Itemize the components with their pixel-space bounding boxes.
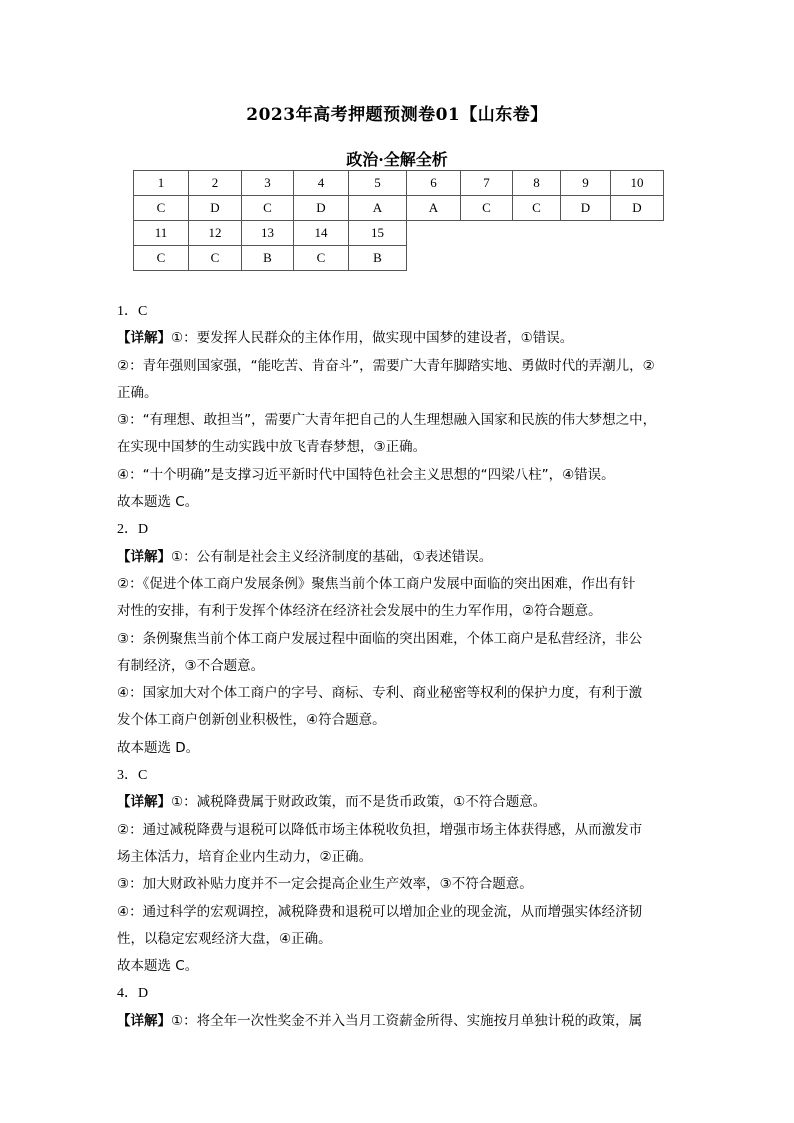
table-cell-number: 8 [513, 171, 561, 196]
question-number: 3．C [117, 768, 148, 784]
explanation-line: ②：通过减税降费与退税可以降低市场主体税收负担，增强市场主体获得感，从而激发市 [117, 821, 643, 838]
table-cell-number: 11 [134, 221, 189, 246]
explanation-line: ②：青年强则国家强，“能吃苦、肯奋斗”，需要广大青年脚踏实地、勇做时代的弄潮儿，② [117, 357, 655, 374]
table-cell-number: 3 [242, 171, 294, 196]
conclusion-line: 故本题选 C。 [117, 494, 199, 511]
table-empty-area [407, 246, 664, 271]
question-number: 2．D [117, 522, 149, 538]
conclusion-line: 故本题选 D。 [117, 739, 200, 756]
table-cell-answer: C [189, 246, 242, 271]
table-cell-number: 1 [134, 171, 189, 196]
explanation-line: ④：通过科学的宏观调控，减税降费和退税可以增加企业的现金流，从而增强实体经济韧 [117, 903, 643, 920]
explanation-line: 对性的安排，有利于发挥个体经济在经济社会发展中的生力军作用，②符合题意。 [117, 603, 602, 620]
explanation-line: ③：“有理想、敢担当”，需要广大青年把自己的人生理想融入国家和民族的伟大梦想之中， [117, 412, 657, 429]
explanation-line: 发个体工商户创新创业积极性，④符合题意。 [117, 712, 386, 729]
explanation-line: 正确。 [117, 384, 158, 401]
table-cell-answer: B [242, 246, 294, 271]
question-number: 4．D [117, 986, 149, 1002]
detail-tag: 【详解】 [117, 548, 171, 565]
explanation-line: ③：条例聚焦当前个体工商户发展过程中面临的突出困难，个体工商户是私营经济，非公 [117, 630, 643, 647]
table-row [134, 246, 664, 271]
table-cell-number: 12 [189, 221, 242, 246]
explanation-text: ①：将全年一次性奖金不并入当月工资薪金所得、实施按月单独计税的政策，属 [171, 1012, 643, 1029]
explanation-line: ④：国家加大对个体工商户的字号、商标、专利、商业秘密等权利的保护力度，有利于激 [117, 685, 643, 702]
table-cell-number: 10 [611, 171, 664, 196]
table-cell-number: 15 [349, 221, 407, 246]
page-subtitle: 政治·全解全析 [346, 150, 448, 169]
table-cell-answer: A [349, 196, 407, 221]
table-row [134, 221, 664, 246]
table-cell-number: 2 [189, 171, 242, 196]
answer-table [133, 170, 664, 271]
table-cell-number: 14 [294, 221, 349, 246]
explanation-line: ③：加大财政补贴力度并不一定会提高企业生产效率，③不符合题意。 [117, 876, 533, 893]
table-cell-answer: C [513, 196, 561, 221]
explanation-text: ①：要发挥人民群众的主体作用，做实现中国梦的建设者，①错误。 [171, 330, 574, 347]
table-cell-number: 9 [561, 171, 611, 196]
table-cell-number: 6 [407, 171, 461, 196]
table-cell-answer: D [189, 196, 242, 221]
table-cell-answer: B [349, 246, 407, 271]
table-row [134, 196, 664, 221]
explanation-text: ①：公有制是社会主义经济制度的基础，①表述错误。 [171, 548, 493, 565]
explanation-line: ④：“十个明确”是支撑习近平新时代中国特色社会主义思想的“四梁八柱”，④错误。 [117, 466, 615, 483]
table-cell-answer: D [294, 196, 349, 221]
table-cell-answer: D [561, 196, 611, 221]
table-cell-answer: C [242, 196, 294, 221]
page-title: 2023年高考押题预测卷01【山东卷】 [246, 105, 548, 125]
explanation-text: ①：减税降费属于财政政策，而不是货币政策，①不符合题意。 [171, 794, 547, 811]
table-cell-answer: C [294, 246, 349, 271]
table-cell-number: 4 [294, 171, 349, 196]
detail-tag: 【详解】 [117, 1012, 171, 1029]
explanations-body [117, 298, 662, 1035]
table-cell-answer: C [461, 196, 513, 221]
explanation-line [117, 1008, 662, 1035]
table-cell-number: 13 [242, 221, 294, 246]
table-cell-answer: C [134, 196, 189, 221]
detail-tag: 【详解】 [117, 330, 171, 347]
explanation-line [117, 544, 662, 571]
conclusion-line: 故本题选 C。 [117, 958, 199, 975]
explanation-line: 有制经济，③不合题意。 [117, 657, 265, 674]
question-number: 1．C [117, 304, 148, 319]
table-cell-answer: A [407, 196, 461, 221]
table-cell-answer: D [611, 196, 664, 221]
explanation-line: ②：《促进个体工商户发展条例》聚焦当前个体工商户发展中面临的突出困难，作出有针 [117, 575, 636, 592]
table-empty-area [407, 221, 664, 246]
table-row [134, 171, 664, 196]
explanation-line: 在实现中国梦的生动实践中放飞青春梦想，③正确。 [117, 439, 427, 456]
explanation-line [117, 325, 662, 352]
detail-tag: 【详解】 [117, 794, 171, 811]
explanation-line [117, 789, 662, 816]
table-cell-number: 5 [349, 171, 407, 196]
explanation-line: 场主体活力，培育企业内生动力，②正确。 [117, 848, 373, 865]
explanation-line: 性，以稳定宏观经济大盘，④正确。 [117, 930, 332, 947]
table-cell-number: 7 [461, 171, 513, 196]
table-cell-answer: C [134, 246, 189, 271]
